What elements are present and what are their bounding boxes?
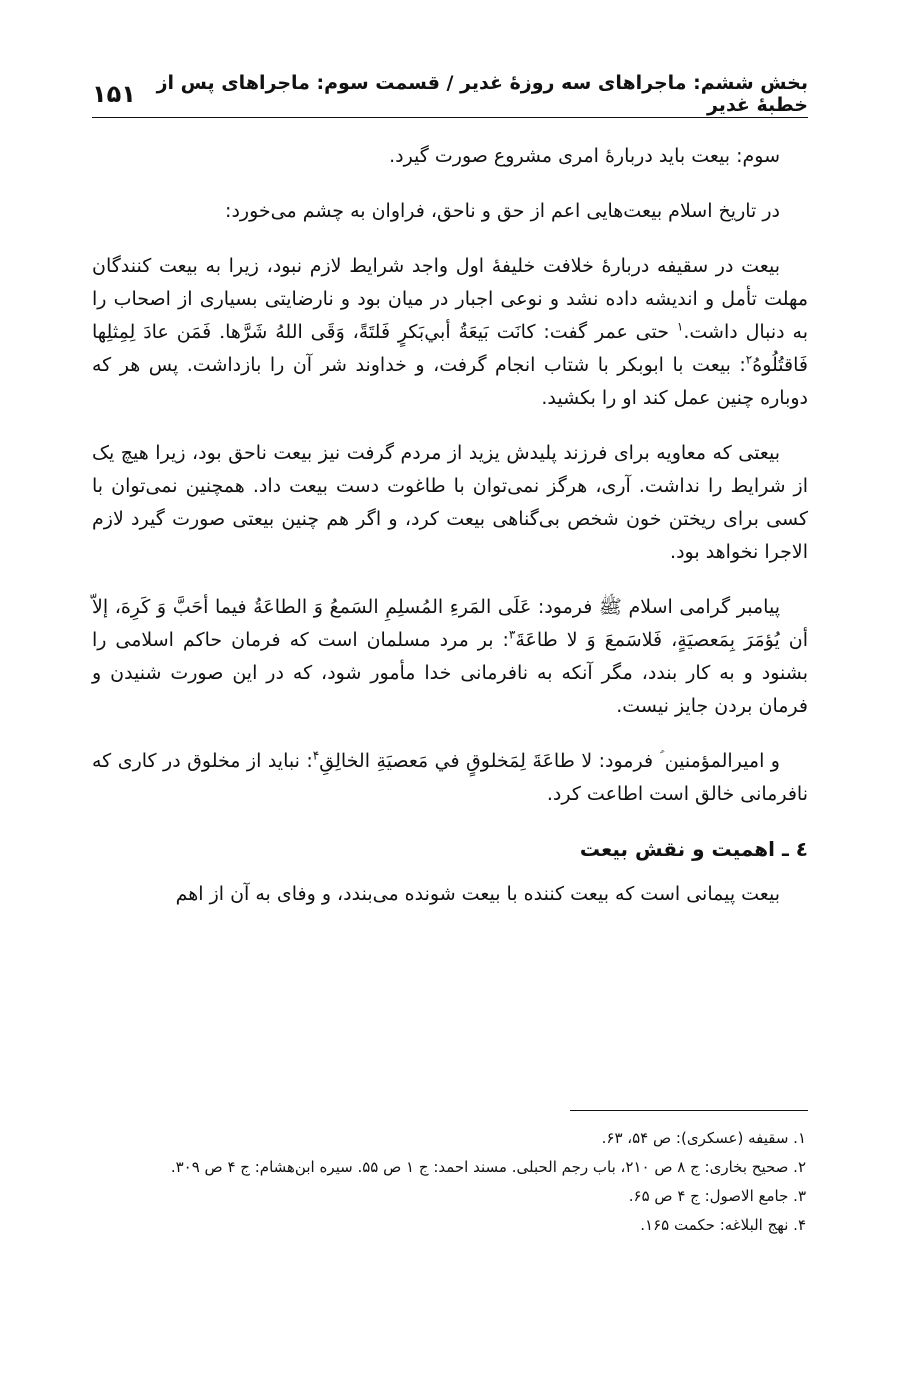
page-header xyxy=(92,74,808,114)
footnote-4: ۴. نهج البلاغه: حکمت ۱۶۵. xyxy=(640,1216,806,1234)
footnote-ref-3: ۳ xyxy=(508,627,516,642)
paragraph-6-text-b: : نباید از مخلوق در کاری که نافرمانی خالق است اطاعت کرد. xyxy=(92,750,808,805)
paragraph-5-text-a: پیامبر گرامی اسلام ﷺ فرمود: xyxy=(531,596,780,618)
paragraph-5-text-b: : بر مرد مسلمان است که فرمان حاکم اسلامی را بشنود و به کار بندد، مگر آنکه به نافرمانی خدا مأمور شود، که در این صورت شنیدن و فرمان بردن جایز نیست. xyxy=(92,629,808,717)
paragraph-4: بیعتی که معاویه برای فرزند پلیدش یزید از مردم گرفت نیز بیعت ناحق بود، زیرا هیچ یک از شرایط را نداشت. آری، هرگز نمی‌توان با طاغوت دست بیعت داد. همچنین نمی‌توان با کسی برای ریختن خون شخص بی‌گناهی بیعت کرد، و اگر هم چنین بیعتی صورت گیرد لازم الاجرا نخواهد بود. xyxy=(92,442,808,563)
body-text xyxy=(92,140,808,933)
paragraph-6 xyxy=(92,745,808,811)
footnote-3: ۳. جامع الاصول: ج ۴ ص ۶۵. xyxy=(628,1187,806,1205)
footnote-ref-2: ۲ xyxy=(745,352,753,367)
paragraph-3 xyxy=(92,250,808,415)
footnote-ref-1: ۱ xyxy=(676,319,684,334)
header-rule xyxy=(92,117,808,118)
paragraph-2: در تاریخ اسلام بیعت‌هایی اعم از حق و ناحق، فراوان به چشم می‌خورد: xyxy=(225,200,780,222)
paragraph-3-text-c: : بیعت با ابوبکر با شتاب انجام گرفت، و خداوند شر آن را بازداشت. پس هر که دوباره چنین عمل کند او را بکشید. xyxy=(92,354,808,409)
footnote-rule xyxy=(570,1110,808,1111)
footnote-2: ۲. صحیح بخاری: ج ۸ ص ۲۱۰، باب رجم الحبلی. مسند احمد: ج ۱ ص ۵۵. سیره ابن‌هشام: ج ۴ ص ۳۰۹. xyxy=(170,1158,806,1176)
paragraph-1: سوم: بیعت باید دربارهٔ امری مشروع صورت گیرد. xyxy=(389,145,780,167)
paragraph-3-text-a: بیعت در سقیفه دربارهٔ خلافت خلیفهٔ اول واجد شرایط لازم نبود، زیرا به بیعت کنندگان مهلت تأمل و اندیشه داده نشد و نوعی اجبار در میان بود و نارضایتی بسیاری از اصحاب را به دنبال داشت. xyxy=(92,255,808,343)
paragraph-5 xyxy=(92,591,808,723)
footnotes xyxy=(92,1124,808,1240)
footnote-1: ۱. سقیفه (عسکری): ص ۵۴، ۶۳. xyxy=(601,1129,806,1147)
page-number: ۱۵۱ xyxy=(92,80,136,108)
footnote-ref-4: ۴ xyxy=(312,748,320,763)
arabic-quote-2: عَلَى المَرءِ المُسلِمِ السَمعُ وَ الطاعَةُ فيما أحَبَّ وَ كَرِهَ، إلاّ أن يُؤمَرَ بِمَعصيَةٍ، فَلاسَمعَ وَ لا طاعَةَ xyxy=(92,596,808,651)
paragraph-3-text-b: حتی عمر گفت: xyxy=(535,321,677,343)
paragraph-7: بیعت پیمانی است که بیعت کننده با بیعت شونده می‌بندد، و وفای به آن از اهم xyxy=(175,883,780,905)
arabic-quote-1: كانَت بَيعَةُ أبي‌بَكرٍ فَلتَةً، وَقَى اللهُ شَرَّها. فَمَن عادَ لِمِثلِها فَاقتُلُوهُ xyxy=(92,321,808,376)
running-head: بخش ششم: ماجراهای سه روزهٔ غدیر / قسمت سوم: ماجراهای پس از خطبهٔ غدیر xyxy=(156,72,808,116)
paragraph-6-text-a: و امیرالمؤمنین ؑ فرمود: xyxy=(592,750,780,772)
section-heading: ٤ ـ اهمیت و نقش بیعت xyxy=(579,837,808,861)
arabic-quote-3: لا طاعَةَ لِمَخلوقٍ في مَعصيَةِ الخالِقِ xyxy=(319,750,593,772)
